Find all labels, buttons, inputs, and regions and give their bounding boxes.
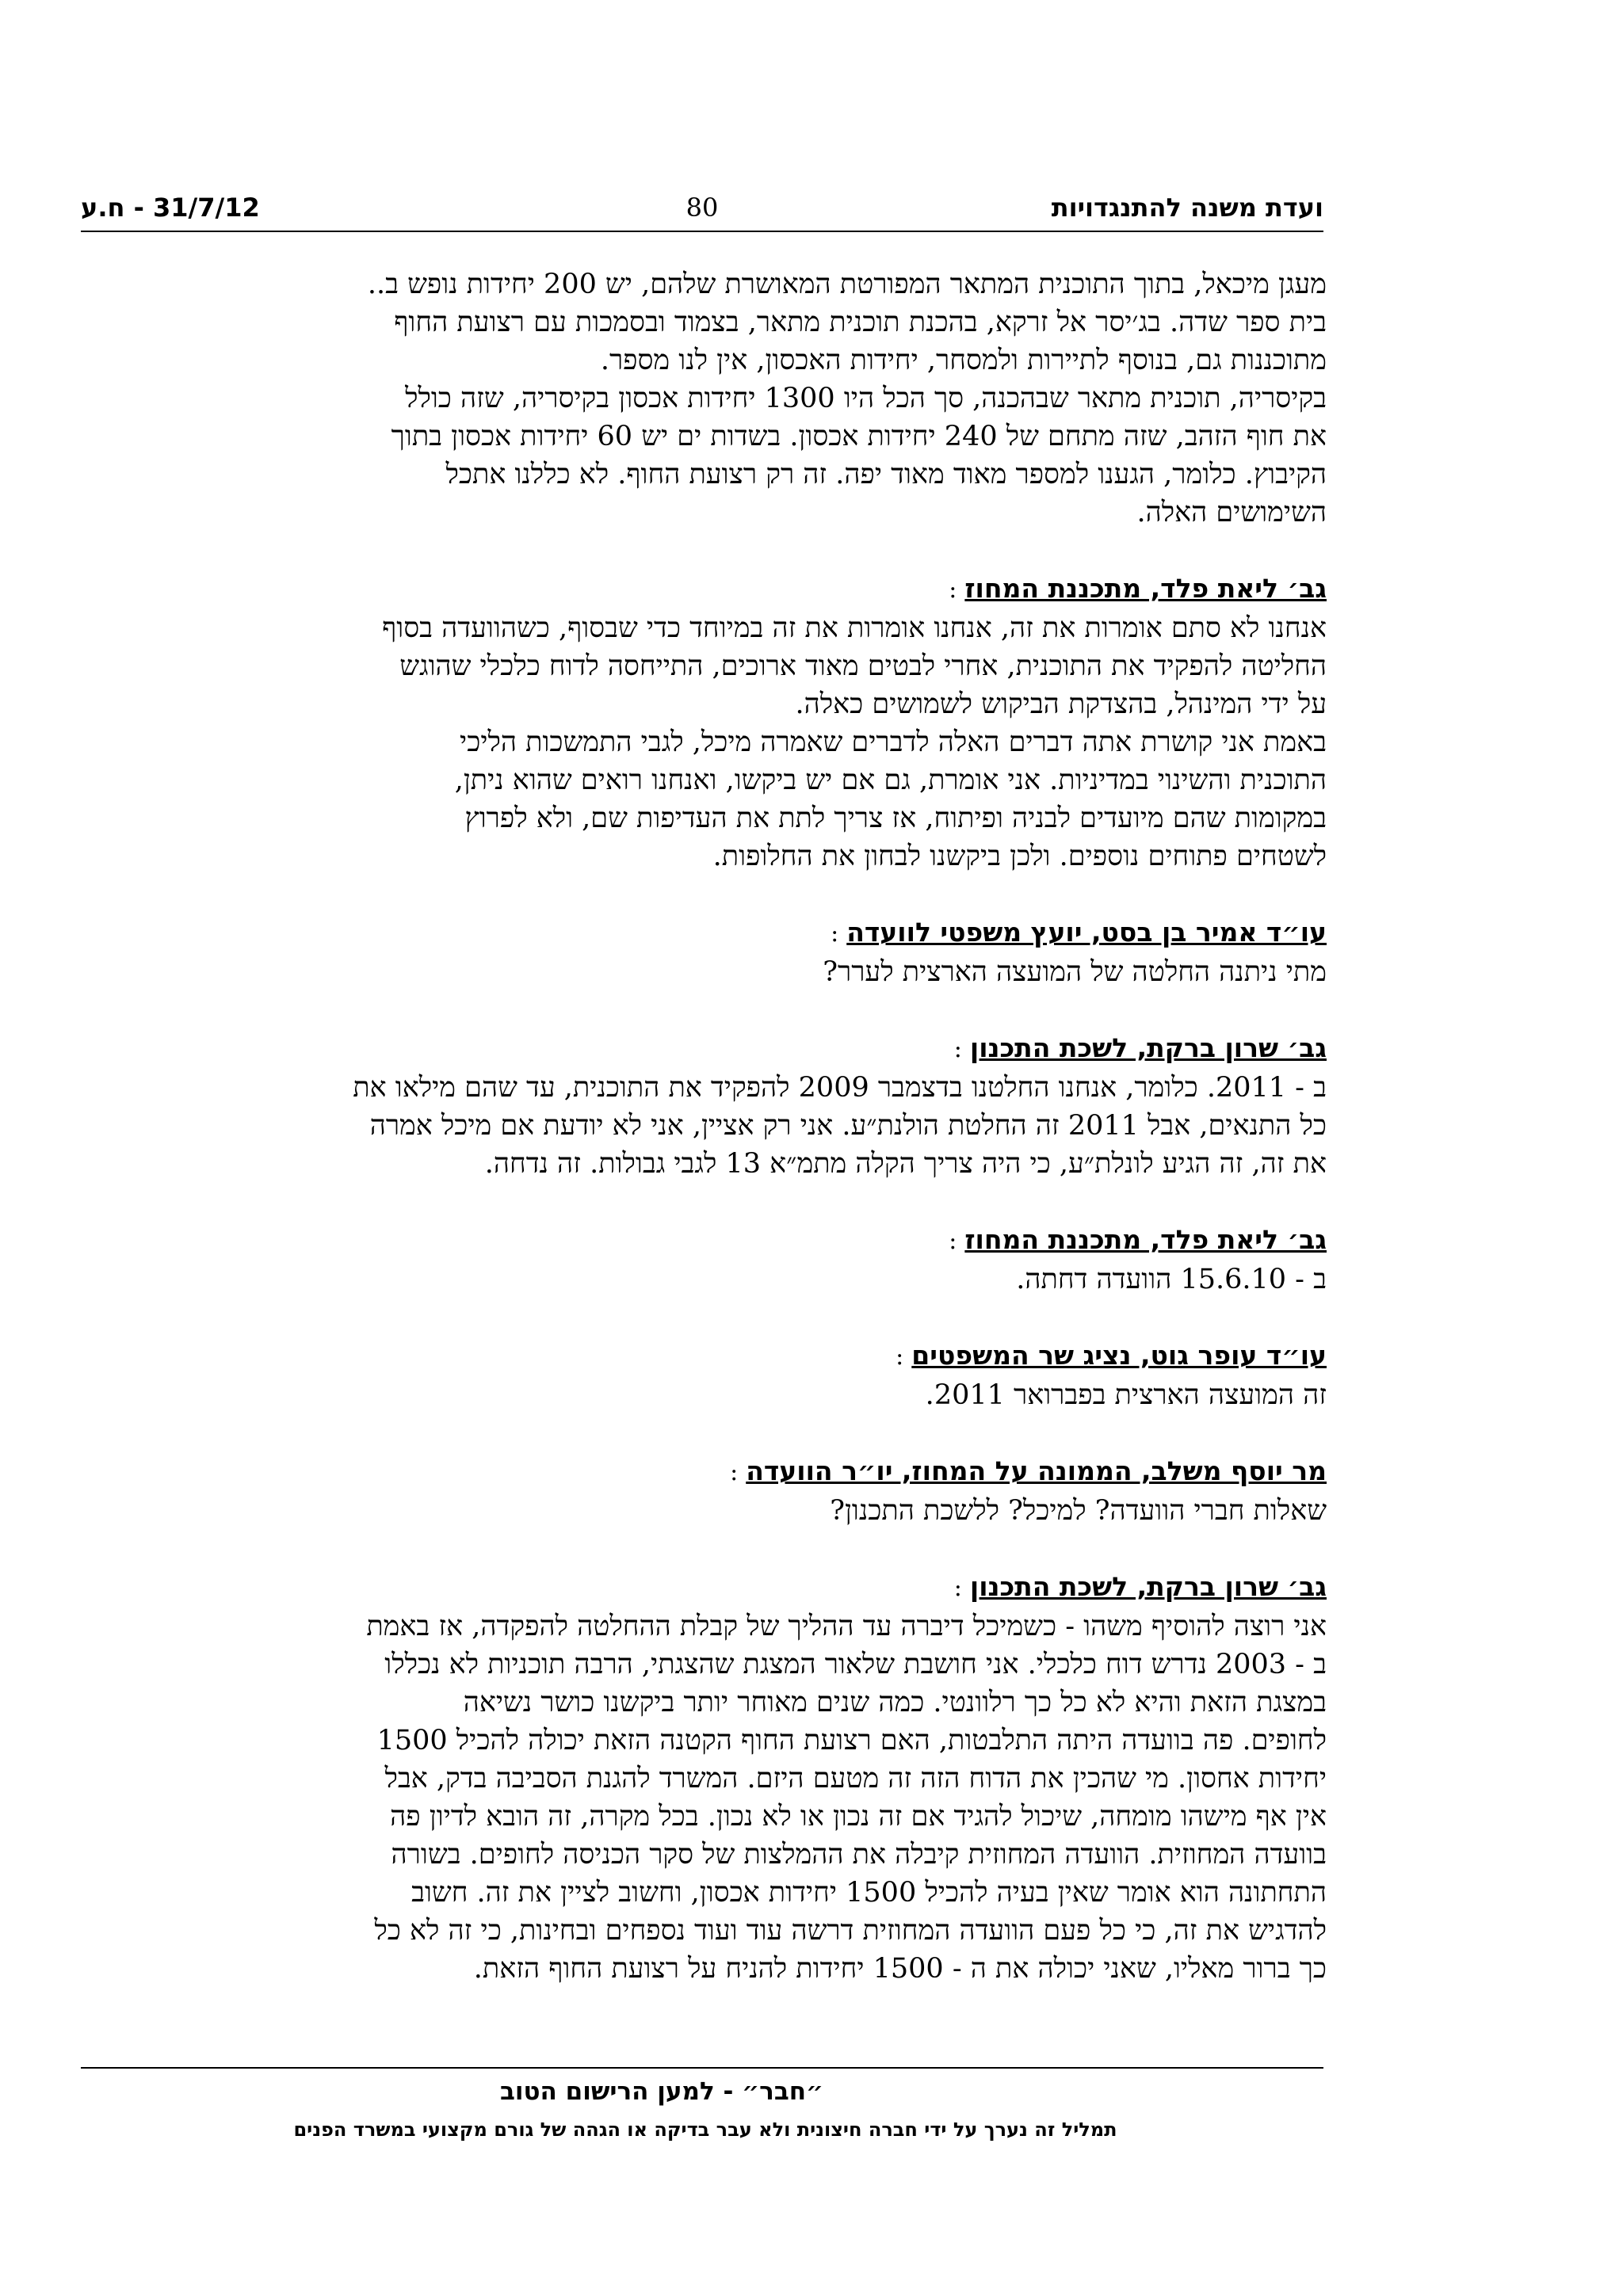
paragraph [76,1376,1327,1414]
paragraph [76,265,1327,379]
page-header [81,193,1323,232]
text-line: אנחנו לא סתם אומרות את זה, אנחנו אומרות את זה במיוחד כדי שבסוף, כשהוועדה בסוף [382,612,1327,644]
speaker-name: גב׳ ליאת פלד, מתכננת המחוז [964,573,1327,604]
speaker-name: גב׳ שרון ברקת, לשכת התכנון [969,1032,1327,1063]
text-line: מעגן מיכאל, בתוך התוכנית המתאר המפורטת המאושרת שלהם, יש 200 יחידות נופש ב.. [367,269,1327,300]
text-line: על ידי המינהל, בהצדקת הביקוש לשמושים כאלה. [795,688,1327,720]
text-line: לחופים. פה בוועדה היתה התלבטות, האם רצועת החוף הקטנה הזאת יכולה להכיל 1500 [376,1725,1327,1756]
text-line: בקיסריה, תוכנית מתאר שבהכנה, סך הכל היו 1300 יחידות אכסון בקיסריה, שזה כולל [405,383,1327,414]
transcript-section [76,1221,1327,1299]
text-line: יחידות אחסון. מי שהכין את הדוח הזה זה מטעם היזם. המשרד להגנת הסביבה בדק, אבל [384,1763,1327,1794]
text-line: השימושים האלה. [1136,497,1327,528]
text-line: לשטחים פתוחים נוספים. ולכן ביקשנו לבחון את החלופות. [712,841,1327,872]
text-line: ב - 15.6.10 הוועדה דחתה. [1016,1264,1327,1295]
text-line: מתי ניתנה החלטה של המועצה הארצית לערר? [823,956,1327,988]
committee-name: ועדת משנה להתנגדויות [1051,193,1323,223]
paragraph [76,609,1327,723]
text-line: ב - 2003 נדרש דוח כלכלי. אני חושבת שלאור המצגת שהצגתי, הרבה תוכניות לא נכללו [384,1649,1327,1680]
text-line: להדגיש את זה, כי כל פעם הוועדה המחוזית דרשה עוד ועוד נספחים ובחינות, כי זה לא כל [374,1915,1327,1947]
speaker-colon: : [831,920,839,948]
transcript-section [76,265,1327,532]
text-line: הקיבוץ. כלומר, הגענו למספר מאוד מאוד יפה. זה רק רצועת החוף. לא כללנו אתכל [445,459,1327,490]
text-line: מתוכננות גם, בנוסף לתיירות ולמסחר, יחידות האכסון, אין לנו מספר. [600,345,1327,376]
speaker-colon: : [949,1227,957,1255]
section-gap [76,1414,1327,1452]
footer-title [0,2077,1323,2106]
text-line: התחתונה הוא אומר שאין בעיה להכיל 1500 יחידות אכסון, וחשוב לציין את זה. חשוב [411,1877,1327,1909]
text-line: התוכנית והשינוי במדיניות. אני אומרת, גם אם יש ביקשו, ואנחנו רואים שהוא ניתן, [454,765,1327,796]
paragraph [76,379,1327,532]
speaker-colon: : [730,1459,739,1486]
speaker-name: עו״ד עופר גוט, נציג שר המשפטים [911,1340,1327,1371]
text-line: ב - 2011. כלומר, אנחנו החלטנו בדצמבר 2009 להפקיד את התוכנית, עד שהם מילאו את [353,1072,1327,1104]
transcript-section [76,1568,1327,1988]
paragraph [76,1069,1327,1183]
speaker-colon: : [953,1035,962,1063]
text-line: החליטה להפקיד את התוכנית, אחרי לבטים מאוד ארוכים, התייחסה לדוח כלכלי שהוגש [399,650,1327,682]
text-line: כך ברור מאליו, שאני יכולה את ה - 1500 יחידות להניח על רצועת החוף הזאת. [473,1953,1327,1985]
footer-title-text: ״חבר״ - למען הרישום הטוב [499,2077,824,2106]
text-line: אין אף מישהו מומחה, שיכול להגיד אם זה נכון או לא נכון. בכל מקרה, זה הובא לדיון פה [390,1801,1327,1833]
text-line: אני רוצה להוסיף משהו - כשמיכל דיברה עד ההליך של קבלת ההחלטה להפקדה, אז באמת [366,1611,1327,1642]
section-gap [76,1183,1327,1221]
speaker-line [76,913,1327,953]
date-initials: 31/7/12 - ח.ע [81,193,260,223]
text-line: את חוף הזהב, שזה מתחם של 240 יחידות אכסון. בשדות ים יש 60 יחידות אכסון בתוך [391,421,1327,452]
text-line: בית ספר שדה. בג׳יסר אל זרקא, בהכנת תוכנית מתאר, בצמוד ובסמכות עם רצועת החוף [394,307,1327,338]
footer-divider [81,2067,1323,2069]
speaker-line [76,1221,1327,1261]
page-number: 80 [685,193,719,223]
text-line: בוועדה המחוזית. הוועדה המחוזית קיבלה את ההמלצות של סקר הכניסה לחופים. בשורה [391,1839,1327,1871]
speaker-line [76,570,1327,609]
transcript-section [76,1337,1327,1414]
speaker-colon: : [896,1343,904,1371]
section-gap [76,875,1327,913]
speaker-line [76,1452,1327,1492]
speaker-colon: : [949,576,957,604]
text-line: במקומות שהם מיועדים לבניה ופיתוח, אז צריך לתת את העדיפות שם, ולא לפרוץ [464,803,1327,834]
transcript-section [76,1029,1327,1183]
section-gap [76,991,1327,1029]
text-line: זה המועצה הארצית בפברואר 2011. [925,1379,1327,1411]
paragraph [76,1492,1327,1530]
speaker-name: מר יוסף משלב, הממונה על המחוז, יו״ר הוועדה [746,1455,1327,1486]
paragraph [76,953,1327,991]
text-line: באמת אני קושרת אתה דברים האלה לדברים שאמרה מיכל, לגבי התמשכות הליכי [460,727,1327,758]
paragraph [76,1261,1327,1299]
speaker-colon: : [953,1574,962,1602]
speaker-line [76,1568,1327,1608]
footer-disclaimer: תמליל זה נערך על ידי חברה חיצונית ולא עבר בדיקה או הגהה של גורם מקצועי במשרד הפנים [293,2119,1117,2141]
section-gap [76,532,1327,570]
transcript-section [76,913,1327,991]
speaker-name: גב׳ שרון ברקת, לשכת התכנון [969,1571,1327,1602]
transcript-section [76,570,1327,875]
speaker-name: עו״ד אמיר בן בסט, יועץ משפטי לוועדה [846,917,1327,948]
speaker-name: גב׳ ליאת פלד, מתכננת המחוז [964,1224,1327,1255]
section-gap [76,1299,1327,1337]
speaker-line [76,1337,1327,1376]
paragraph [76,723,1327,875]
section-gap [76,1530,1327,1568]
transcript-body [76,265,1327,1988]
text-line: כל התנאים, אבל 2011 זה החלטת הולנת״ע. אני רק אציין, אני לא יודעת אם מיכל אמרה [369,1110,1327,1142]
text-line: את זה, זה הגיע לונלת״ע, כי היה צריך הקלה מתמ״א 13 לגבי גבולות. זה נדחה. [484,1148,1327,1180]
transcript-section [76,1452,1327,1530]
header-divider [81,231,1323,232]
text-line: שאלות חברי הוועדה? למיכל? ללשכת התכנון? [830,1495,1327,1527]
paragraph [76,1608,1327,1988]
text-line: במצגת הזאת והיא לא כל כך רלוונטי. כמה שנים מאוחר יותר ביקשנו כושר נשיאה [463,1687,1327,1718]
speaker-line [76,1029,1327,1069]
